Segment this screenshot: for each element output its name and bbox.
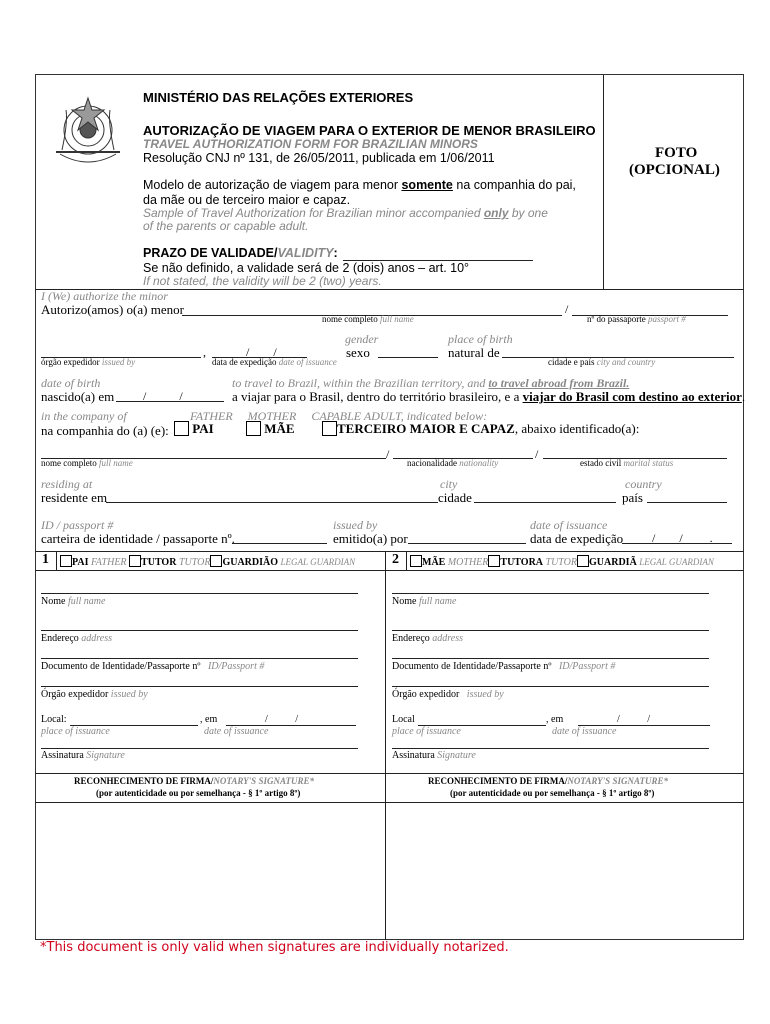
option-father — [174, 421, 214, 437]
caption-en: date of issuance — [278, 357, 337, 367]
num1-divider — [56, 551, 57, 570]
photo-optional: (OPCIONAL) — [629, 162, 720, 178]
country-en: country — [625, 477, 662, 491]
g2-issuer-label — [392, 689, 504, 700]
dob-slashes: / / — [143, 389, 183, 403]
model-line-1 — [143, 178, 576, 192]
label-pt: Local — [41, 714, 64, 725]
label-en: Signature — [437, 750, 476, 761]
adult-en: CAPABLE ADULT — [311, 409, 401, 423]
label-en: address — [81, 633, 113, 644]
g1-address-field[interactable] — [41, 658, 358, 659]
caption-en: full name — [380, 314, 414, 324]
guardian1-number: 1 — [42, 552, 49, 567]
opt-pt: GUARDIÃ — [589, 557, 637, 568]
issue-date-caption — [212, 357, 337, 367]
opt-pt: GUARDIÃO — [222, 557, 278, 568]
gender-en: gender — [345, 332, 379, 346]
label-pt: Assinatura — [41, 750, 84, 761]
g2-place-caption: place of issuance — [392, 726, 461, 737]
photo-divider — [603, 75, 604, 290]
cidade-label: cidade — [438, 490, 472, 505]
caption-pt: cidade e país — [548, 357, 595, 367]
g2-notary-title — [428, 776, 668, 786]
label-pt: Endereço — [41, 633, 79, 644]
caption-pt: órgão expedidor — [41, 357, 100, 367]
label-en: issued by — [110, 689, 148, 700]
passport-caption — [587, 314, 686, 324]
model-line-2: da mãe ou de terceiro maior e capaz. — [143, 193, 351, 207]
notary-top-border — [35, 773, 744, 774]
g2-sign-field[interactable] — [392, 748, 709, 749]
num2-divider — [406, 551, 407, 570]
notary-pt: RECONHECIMENTO DE FIRMA/ — [428, 776, 568, 786]
tutor-checkbox[interactable] — [129, 555, 141, 567]
label-en: issued by — [466, 689, 504, 700]
caption-en: city and country — [596, 357, 656, 367]
slash: / — [535, 447, 539, 461]
signature-header-border — [35, 570, 744, 571]
option-adult — [322, 421, 639, 437]
born-label: nascido(a) em — [41, 389, 115, 404]
label-pt: Nome — [392, 596, 417, 607]
g2-date-caption: date of issuance — [552, 726, 617, 737]
opt-en: TUTOR — [545, 557, 578, 568]
g2-doc-field[interactable] — [392, 686, 709, 687]
g1-name-label — [41, 596, 105, 607]
dob-en: date of birth — [41, 376, 101, 390]
opt-pt: TUTOR — [141, 557, 177, 568]
g1-issuer-label — [41, 689, 148, 700]
city-field[interactable] — [474, 502, 616, 503]
guardian-checkbox[interactable] — [577, 555, 589, 567]
travel-en-a: to travel to Brazil, within the Brazilian territory, and — [232, 376, 489, 390]
companion-name-caption — [41, 458, 133, 468]
tutor-checkbox[interactable] — [488, 555, 500, 567]
g1-doc-label — [41, 661, 264, 672]
pais-label: país — [622, 490, 643, 505]
label-pt: Local — [392, 714, 415, 725]
caption-pt: nome completo — [322, 314, 378, 324]
opt-en: LEGAL GUARDIAN — [280, 557, 356, 567]
opt-pt: PAI — [72, 557, 89, 568]
issued-by-label: emitido(a) por — [333, 531, 408, 546]
adult-checkbox[interactable] — [322, 421, 337, 436]
company-pt: na companhia do (a) (e): — [41, 423, 169, 438]
nationality-caption — [407, 458, 498, 468]
sample-text-only: only — [483, 206, 509, 220]
sample-text-c: by one — [508, 206, 548, 220]
caption-pt: nº do passaporte — [587, 314, 646, 324]
g1-date-slashes: / / — [265, 714, 299, 725]
opt-pt: TUTORA — [500, 557, 544, 568]
g2-sign-label — [392, 750, 476, 761]
natural-label: natural de — [448, 345, 500, 360]
g2-doc-label — [392, 661, 615, 672]
notary-pt: RECONHECIMENTO DE FIRMA/ — [74, 776, 214, 786]
coat-of-arms-emblem — [48, 92, 128, 177]
validity-colon: : — [333, 246, 338, 260]
g1-place-caption: place of issuance — [41, 726, 110, 737]
ministry-title: MINISTÉRIO DAS RELAÇÕES EXTERIORES — [143, 90, 414, 105]
caption-en: nationality — [459, 458, 499, 468]
g1-notary-sub: (por autenticidade ou por semelhança - § 1º artigo 8º) — [96, 788, 301, 798]
id-en: ID / passport # — [41, 518, 114, 532]
g2-date-slashes: / / — [617, 714, 651, 725]
label-en: full name — [418, 596, 457, 607]
g2-notary-sub: (por autenticidade ou por semelhança - § 1º artigo 8º) — [450, 788, 655, 798]
g2-top-field[interactable] — [392, 593, 709, 594]
mother-checkbox[interactable] — [410, 555, 422, 567]
city-en: city — [440, 477, 458, 491]
label-en: ID/Passport # — [207, 661, 265, 672]
g1-sign-field[interactable] — [41, 748, 358, 749]
label-en: ID/Passport # — [558, 661, 616, 672]
adult-label-rest: , abaixo identificado(a): — [514, 421, 640, 436]
travel-pt: a viajar para o Brasil, dentro do território brasileiro, e a viajar do Brasil com destino ao exterior. — [232, 389, 746, 404]
travel-en-b: to travel abroad from Brazil. — [488, 376, 630, 390]
notary-en: NOTARY'S SIGNATURE* — [213, 776, 314, 786]
g2-name-label — [392, 596, 456, 607]
resolution-text: Resolução CNJ nº 131, de 26/05/2011, publicada em 1/06/2011 — [143, 151, 495, 165]
signature-top-border — [35, 551, 744, 552]
city-country-caption — [548, 357, 655, 367]
birthplace-en: place of birth — [448, 332, 513, 346]
slash: / — [386, 447, 390, 461]
opt-pt: MÃE — [422, 557, 446, 568]
validity-default-en: If not stated, the validity will be 2 (two) years. — [143, 274, 382, 288]
opt-en: TUTOR — [178, 557, 211, 568]
authorize-en: I (We) authorize the minor — [41, 289, 168, 303]
g1-name-field[interactable] — [41, 630, 358, 631]
guardian-checkbox[interactable] — [210, 555, 222, 567]
travel-pt-a: a viajar para o Brasil, dentro do território brasileiro, e a — [232, 389, 523, 404]
model-text-only: somente — [401, 178, 453, 192]
label-en: full name — [67, 596, 106, 607]
opt-en: MOTHER — [447, 557, 489, 568]
caption-pt: nome completo — [41, 458, 97, 468]
model-text-c: na companhia do pai, — [452, 178, 576, 192]
g2-name-field[interactable] — [392, 630, 709, 631]
date-slashes: / / — [246, 345, 277, 359]
country-field[interactable] — [647, 502, 727, 503]
g1-notary-title — [74, 776, 314, 786]
guardian2-number: 2 — [392, 552, 399, 567]
residing-en: residing at — [41, 477, 93, 491]
slash: / — [565, 302, 569, 316]
adult-label: TERCEIRO MAIOR E CAPAZ — [337, 421, 515, 436]
authorize-pt: Autorizo(amos) o(a) menor — [41, 302, 184, 317]
caption-pt: nacionalidade — [407, 458, 457, 468]
g2-address-label — [392, 633, 463, 644]
caption-en: issued by — [101, 357, 136, 367]
label-colon: : — [63, 714, 67, 725]
footer-note: *This document is only valid when signatures are individually notarized. — [40, 940, 509, 955]
full-name-caption — [322, 314, 414, 324]
sample-text-a: Sample of Travel Authorization for Brazilian minor accompanied — [143, 206, 484, 220]
guardian1-options — [60, 555, 355, 568]
form-title-pt: AUTORIZAÇÃO DE VIAGEM PARA O EXTERIOR DE MENOR BRASILEIRO — [143, 123, 596, 138]
caption-en: full name — [99, 458, 133, 468]
signature-divider — [385, 551, 386, 940]
id-label: carteira de identidade / passaporte nº. — [41, 531, 235, 546]
address-field[interactable] — [106, 502, 438, 503]
caption-pt: estado civil — [580, 458, 622, 468]
validity-label-en: VALIDITY — [277, 246, 334, 260]
g1-address-label — [41, 633, 112, 644]
model-text-a: Modelo de autorização de viagem para menor — [143, 178, 402, 192]
resident-label: residente em — [41, 490, 108, 505]
issued-by-field[interactable] — [408, 543, 526, 544]
g1-top-field[interactable] — [41, 593, 358, 594]
opt-en: FATHER — [90, 557, 127, 568]
opt-en: LEGAL GUARDIAN — [639, 557, 714, 567]
issuer-caption — [41, 357, 135, 367]
label-en: address — [432, 633, 464, 644]
civil-caption — [580, 458, 673, 468]
father-checkbox[interactable] — [60, 555, 72, 567]
notary-en: NOTARY'S SIGNATURE* — [567, 776, 668, 786]
company-en: in the company of — [41, 409, 127, 423]
caption-en: marital status — [623, 458, 674, 468]
validity-label — [143, 246, 338, 260]
form-title-en: TRAVEL AUTHORIZATION FORM FOR BRAZILIAN MINORS — [143, 137, 478, 151]
id-field[interactable] — [232, 543, 327, 544]
label-pt: Órgão expedidor — [392, 689, 460, 700]
doi-slashes: / / . — [652, 531, 713, 545]
caption-en: passport # — [648, 314, 686, 324]
travel-pt-b: viajar do Brasil com destino ao exterior — [522, 389, 742, 404]
sample-line-1 — [143, 206, 548, 220]
g1-date-caption: date of issuance — [204, 726, 269, 737]
notary-header-border — [35, 802, 744, 803]
label-pt: Órgão expedidor — [41, 689, 109, 700]
g1-em-label: , em — [200, 714, 218, 725]
sex-label: sexo — [346, 345, 370, 360]
mother-checkbox[interactable] — [246, 421, 261, 436]
photo-label: FOTO — [655, 145, 698, 161]
father-en: FATHER — [190, 409, 233, 423]
g1-sign-label — [41, 750, 125, 761]
label-pt: Documento de Identidade/Passaporte nº — [41, 661, 201, 672]
form-frame — [35, 74, 744, 940]
g2-address-field[interactable] — [392, 658, 709, 659]
g1-doc-field[interactable] — [41, 686, 358, 687]
sample-line-2: of the parents or capable adult. — [143, 219, 309, 233]
g2-local-row — [392, 714, 415, 725]
g2-em-label: , em — [546, 714, 564, 725]
label-en: Signature — [86, 750, 125, 761]
issued-by-en: issued by — [333, 518, 378, 532]
mother-label: MÃE — [264, 421, 295, 436]
option-mother — [246, 421, 295, 437]
sex-field[interactable] — [378, 357, 438, 358]
guardian2-options — [410, 555, 714, 568]
label-pt: Documento de Identidade/Passaporte nº — [392, 661, 552, 672]
comma-sep: , — [203, 345, 206, 359]
label-pt: Nome — [41, 596, 66, 607]
father-label: PAI — [192, 421, 214, 436]
label-pt: Endereço — [392, 633, 430, 644]
g1-local-row — [41, 714, 67, 725]
label-pt: Assinatura — [392, 750, 435, 761]
validity-default-pt: Se não definido, a validade será de 2 (dois) anos – art. 10° — [143, 261, 470, 275]
caption-pt: data de expedição — [212, 357, 277, 367]
indicated-en: , indicated below: — [400, 409, 488, 423]
doi-label: data de expedição — [530, 531, 624, 546]
validity-label-pt: PRAZO DE VALIDADE/ — [143, 246, 278, 260]
doi-en: date of issuance — [530, 518, 608, 532]
mother-en: MOTHER — [247, 409, 297, 423]
father-checkbox[interactable] — [174, 421, 189, 436]
